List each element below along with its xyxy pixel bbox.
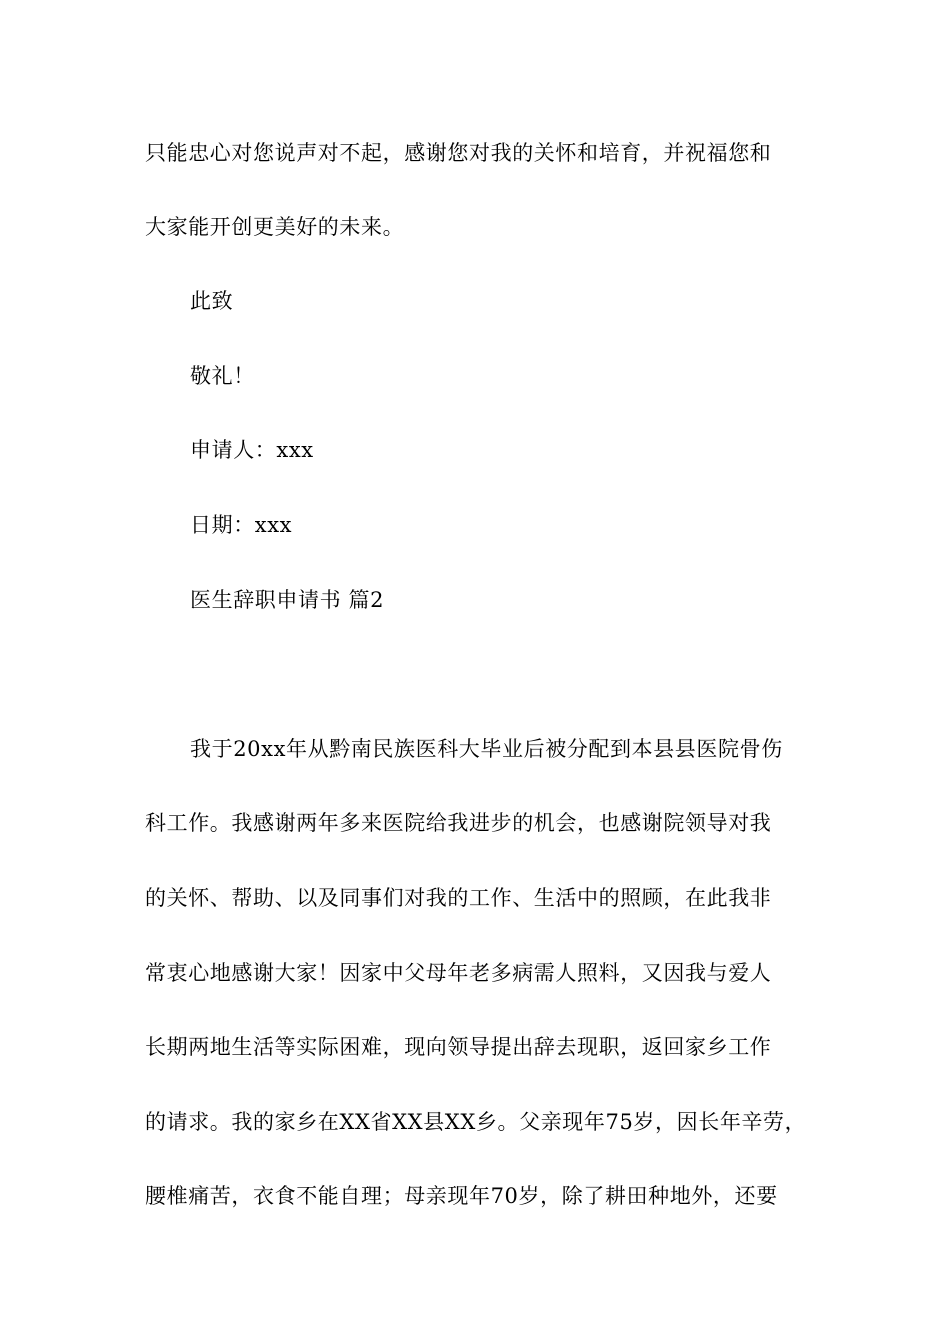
paragraph-line: 科工作。我感谢两年多来医院给我进步的机会，也感谢院领导对我 bbox=[145, 811, 772, 835]
paragraph-line: 腰椎痛苦，衣食不能自理；母亲现年70岁，除了耕田种地外，还要 bbox=[145, 1184, 778, 1208]
paragraph-line: 大家能开创更美好的未来。 bbox=[145, 215, 405, 239]
paragraph-line: 常衷心地感谢大家！因家中父母年老多病需人照料，又因我与爱人 bbox=[145, 961, 772, 985]
closing-salutation: 此致 bbox=[190, 289, 234, 313]
paragraph-line: 长期两地生活等实际困难，现向领导提出辞去现职，返回家乡工作 bbox=[145, 1035, 772, 1059]
date-line: 日期：xxx bbox=[190, 513, 293, 537]
section-heading: 医生辞职申请书 篇2 bbox=[190, 588, 385, 612]
paragraph-line: 的关怀、帮助、以及同事们对我的工作、生活中的照顾，在此我非 bbox=[145, 886, 772, 910]
applicant-signature: 申请人：xxx bbox=[190, 438, 314, 462]
paragraph-line: 的请求。我的家乡在XX省XX县XX乡。父亲现年75岁，因长年辛劳， bbox=[145, 1110, 807, 1134]
closing-regards: 敬礼！ bbox=[190, 364, 255, 388]
paragraph-line: 只能忠心对您说声对不起，感谢您对我的关怀和培育，并祝福您和 bbox=[145, 141, 772, 165]
paragraph-line: 我于20xx年从黔南民族医科大毕业后被分配到本县县医院骨伤 bbox=[190, 737, 783, 761]
